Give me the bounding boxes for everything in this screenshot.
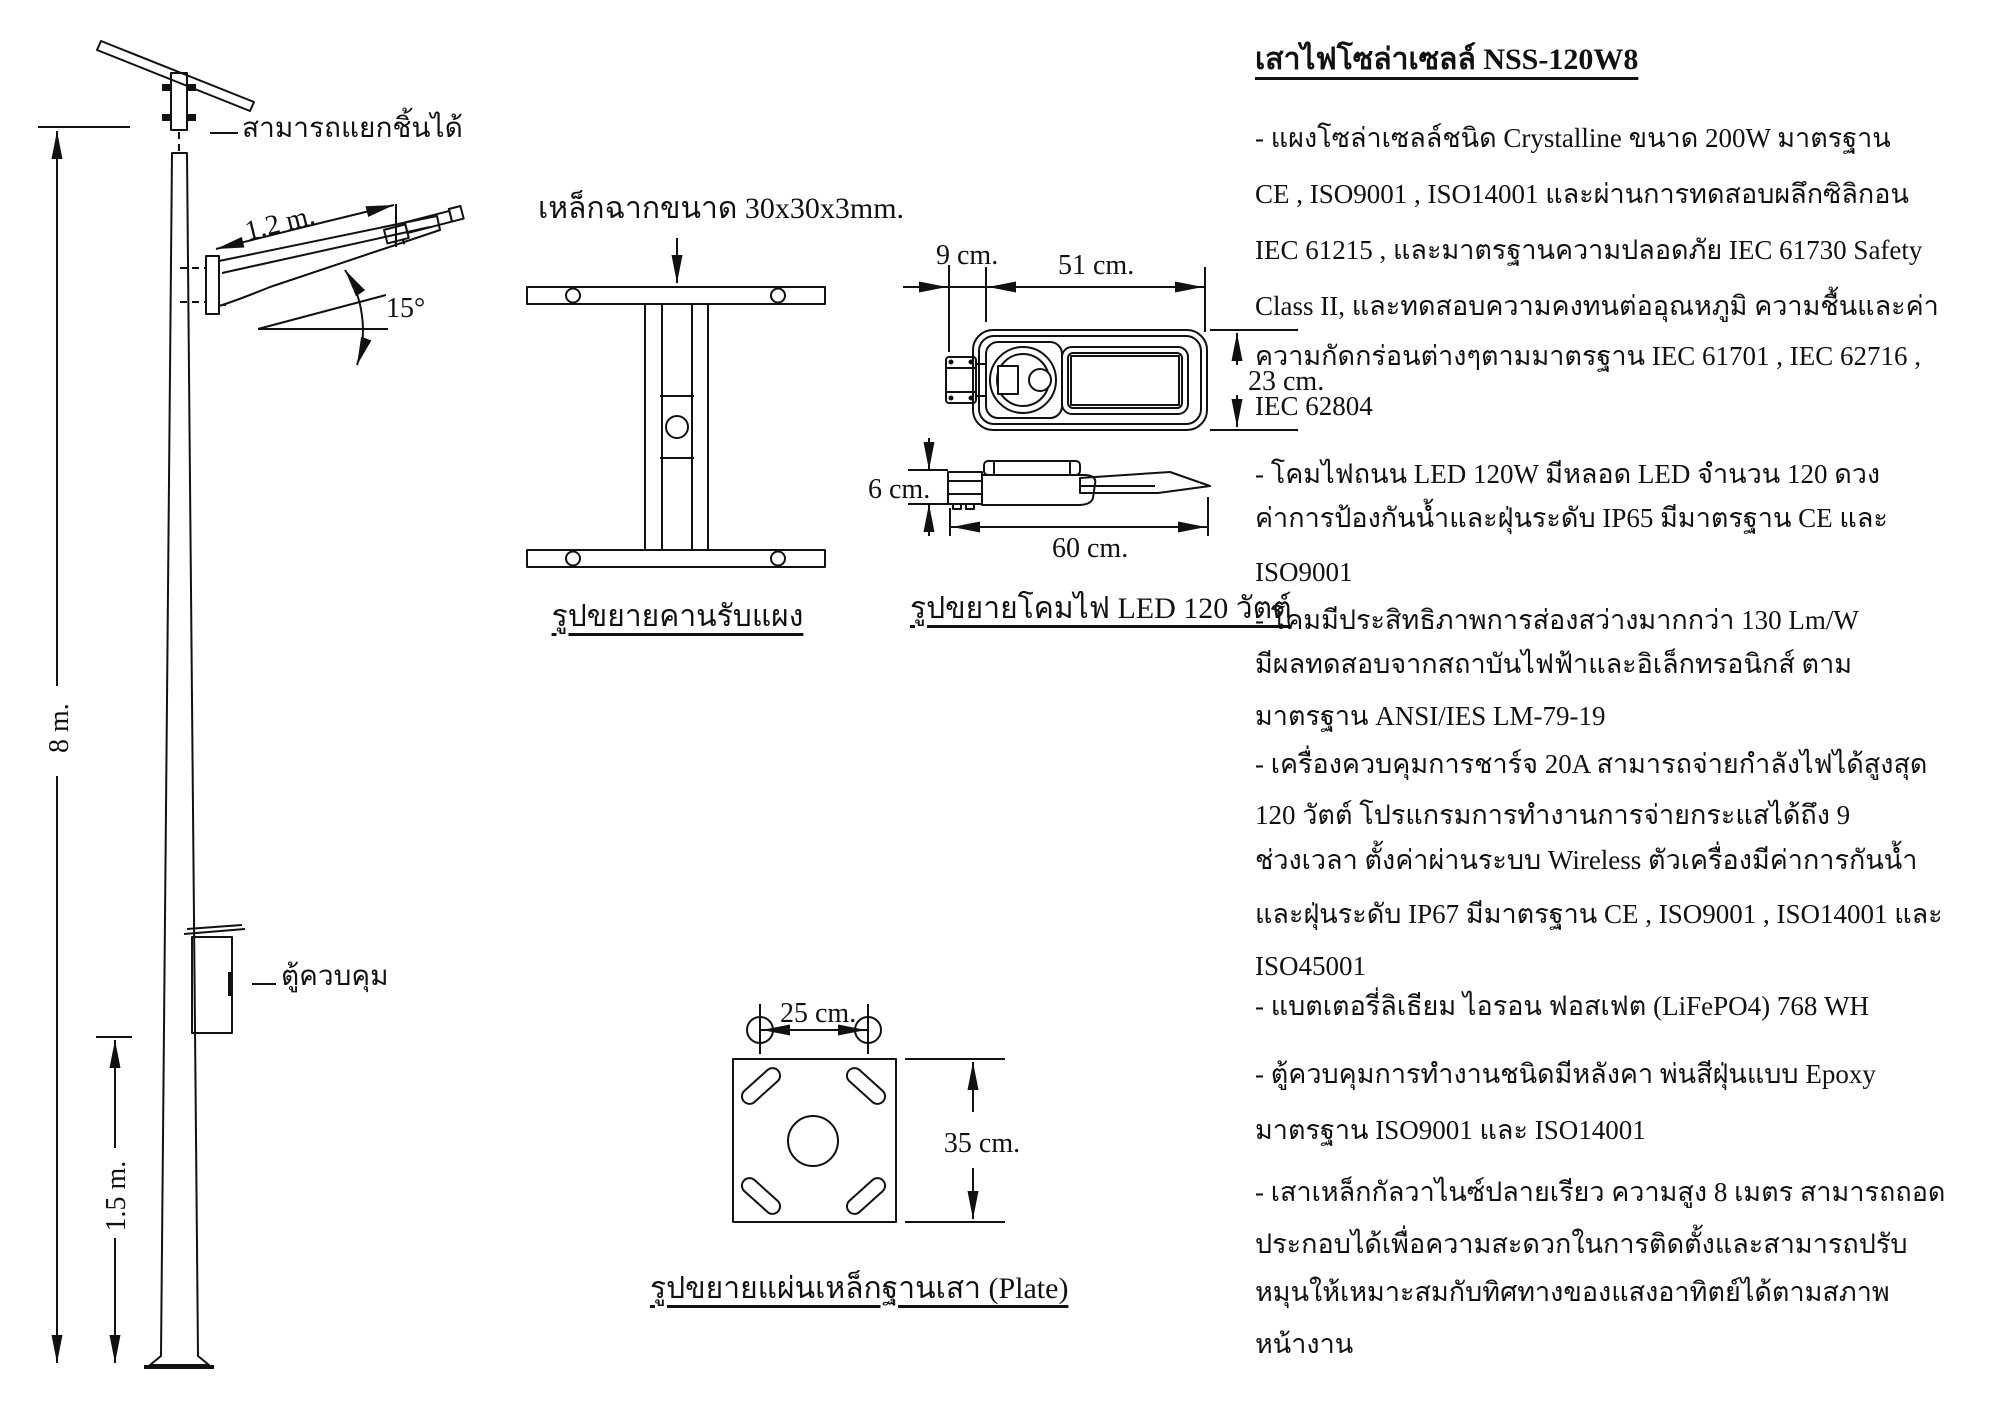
lamp-top-view (903, 265, 1298, 430)
base-plate-drawing (733, 1004, 1005, 1222)
spec-line: มาตรฐาน ISO9001 และ ISO14001 (1255, 1115, 1646, 1145)
spec-line: Class II, และทดสอบความคงทนต่ออุณหภูมิ ความชื้นและค่า (1255, 291, 1939, 321)
spec-line: หน้างาน (1255, 1329, 1354, 1359)
lamp-side-view (908, 438, 1210, 536)
spec-line: - แบตเตอรี่ลิเธียม ไอรอน ฟอสเฟต (LiFePO4) 768 WH (1255, 991, 1870, 1021)
spec-line: ช่วงเวลา ตั้งค่าผ่านระบบ Wireless ตัวเครื่องมีค่าการกันน้ำ (1255, 845, 1918, 875)
spec-line: - โคมไฟถนน LED 120W มีหลอด LED จำนวน 120 ดวง (1255, 459, 1881, 489)
arm-angle-label: 15° (386, 293, 426, 324)
plate-dimensions (760, 1004, 1005, 1222)
panel-mount-bracket (162, 73, 196, 152)
plate-caption: รูปขยายแผ่นเหล็กฐานเสา (Plate) (650, 1272, 1069, 1305)
spec-line: - เสาเหล็กกัลวาไนซ์ปลายเรียว ความสูง 8 เมตร สามารถถอด (1255, 1177, 1946, 1207)
spec-line: - โคมมีประสิทธิภาพการส่องสว่างมากกว่า 130 Lm/W (1255, 605, 1859, 635)
spec-line: ISO45001 (1255, 951, 1367, 981)
panel-beam-caption: รูปขยายคานรับแผง (551, 600, 804, 633)
arm-length-dimension-label: 1.2 m. (241, 199, 318, 248)
panel-beam-drawing (527, 238, 825, 567)
total-length-label: 60 cm. (1052, 533, 1129, 564)
spec-line: ISO9001 (1255, 557, 1353, 587)
pole-dimensions (38, 127, 396, 1363)
spec-title: เสาไฟโซล่าเซลล์ NSS-120W8 (1255, 43, 1639, 76)
steel-angle-label: เหล็กฉากขนาด 30x30x3mm. (538, 192, 905, 225)
spec-column (1255, 0, 1995, 1414)
spec-line: มีผลทดสอบจากสถาบันไฟฟ้าและอิเล็กทรอนิกส์ ตาม (1255, 649, 1853, 679)
pole-height-dimension-label: 8 m. (43, 703, 75, 753)
spec-line: และฝุ่นระดับ IP67 มีมาตรฐาน CE , ISO9001 , ISO14001 และ (1255, 899, 1943, 929)
control-box (184, 925, 276, 1033)
spec-line: หมุนให้เหมาะสมกับทิศทางของแสงอาทิตย์ได้ตามสภาพ (1255, 1277, 1890, 1307)
spec-line: ประกอบได้เพื่อความสะดวกในการติดตั้งและสามารถปรับ (1255, 1229, 1908, 1259)
spec-line: 120 วัตต์ โปรแกรมการทำงานการจ่ายกระแสได้ถึง 9 (1255, 800, 1851, 830)
body-width-label: 23 cm. (1248, 366, 1325, 397)
connector-width-label: 9 cm. (936, 240, 999, 271)
spec-line: - ตู้ควบคุมการทำงานชนิดมีหลังคา พ่นสีฝุ่นแบบ Epoxy (1255, 1059, 1876, 1089)
body-height-label: 6 cm. (868, 474, 931, 505)
solar-panel (97, 41, 254, 111)
spec-line: ค่าการป้องกันน้ำและฝุ่นระดับ IP65 มีมาตรฐาน CE และ (1255, 503, 1888, 533)
control-box-label: ตู้ควบคุม (281, 961, 389, 992)
spec-line: - แผงโซล่าเซลล์ชนิด Crystalline ขนาด 200W มาตรฐาน (1255, 123, 1891, 153)
bolt-spacing-label: 25 cm. (780, 998, 857, 1029)
separable-label: สามารถแยกชิ้นได้ (242, 113, 463, 144)
lamp-side-dimensions (908, 438, 1208, 536)
spec-line: ความกัดกร่อนต่างๆตามมาตรฐาน IEC 61701 , IEC 62716 , (1255, 341, 1921, 371)
plate-size-label: 35 cm. (943, 1128, 1021, 1159)
lower-section-dimension-label: 1.5 m. (100, 1160, 132, 1232)
lamp-caption: รูปขยายโคมไฟ LED 120 วัตต์ (910, 592, 1292, 625)
spec-line: IEC 61215 , และมาตรฐานความปลอดภัย IEC 61730 Safety (1255, 235, 1923, 265)
spec-line: CE , ISO9001 , ISO14001 และผ่านการทดสอบผลึกซิลิกอน (1255, 179, 1909, 209)
spec-line: - เครื่องควบคุมการชาร์จ 20A สามารถจ่ายกำลังไฟได้สูงสุด (1255, 749, 1928, 779)
spec-line: IEC 62804 (1255, 391, 1373, 421)
spec-line: มาตรฐาน ANSI/IES LM-79-19 (1255, 701, 1606, 731)
body-length-label: 51 cm. (1058, 250, 1135, 281)
